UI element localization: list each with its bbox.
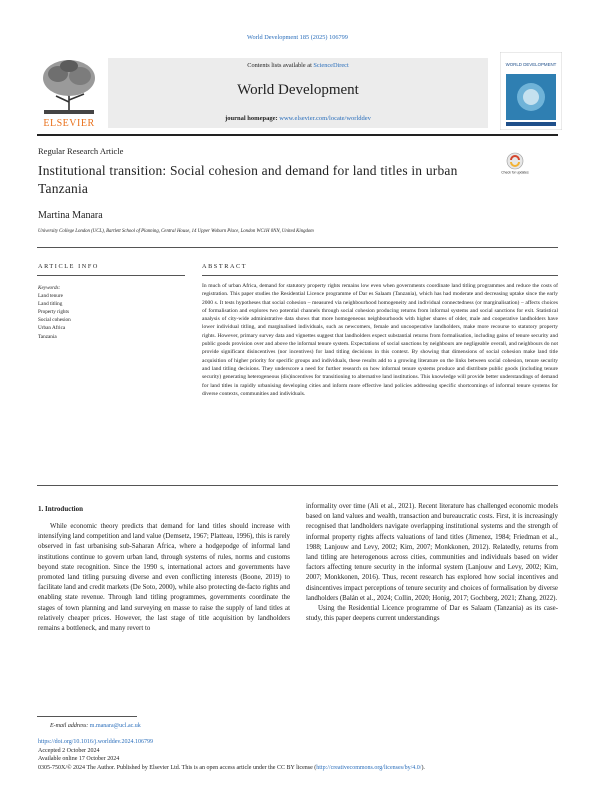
elsevier-logo <box>38 56 100 128</box>
license-link[interactable]: http://creativecommons.org/licenses/by/4.0/ <box>316 764 422 771</box>
homepage-line <box>108 115 488 122</box>
journal-title: World Development <box>237 82 359 98</box>
keyword-item: Tanzania <box>38 333 57 340</box>
article-info-rule <box>37 275 185 276</box>
footnote-rule <box>37 716 137 717</box>
publication-info <box>38 738 425 772</box>
intro-paragraph: While economic theory predicts that demand for land titles should increase with intensifying land competition and land value (Demsetz, 1967; Platteau, 1996), this is rarely observed in fast urbanising sub-Saharan Africa, where a hodgepodge of informal land institutions continue to govern urban land, through systems of rules, norms and customs beyond state recognition. Since the 1990 s, international actors and governments have promoted land titling pursuing diverse and even conflicting interests (Boone, 2019) to facilitate land and credit markets (De Soto, 2000), while also protecting de-facto rights and enabling state revenue. Through land titling programmes, governments coordinate the stages of town planning and land surveying en masse to raise the supply of land titles at relatively cheaper prices. However, the last stage of title acquisition by landholders remains a bottleneck, and many revert to <box>38 523 290 633</box>
left-column <box>38 522 290 634</box>
intro-paragraph: Using the Residential Licence programme of Dar es Salaam (Tanzania) as its case-study, this paper deepens current understandings <box>306 605 558 623</box>
author-affiliation: University College London (UCL), Bartlett School of Planning, Central House, 14 Upper Woburn Place, London WC1H 0NN, United Kingdom <box>38 229 314 234</box>
email-link[interactable]: m.manara@ucl.ac.uk <box>89 723 141 729</box>
section-heading-introduction: 1. Introduction <box>38 505 83 513</box>
sciencedirect-link[interactable]: ScienceDirect <box>313 62 349 69</box>
keywords-label: Keywords: <box>38 285 61 291</box>
article-info-heading: ARTICLE INFO <box>38 263 99 270</box>
article-title: Institutional transition: Social cohesion and demand for land titles in urban Tanzania <box>38 163 458 196</box>
contents-prefix: Contents lists available at <box>247 62 314 69</box>
author-name: Martina Manara <box>38 210 103 221</box>
doi-link[interactable]: https://doi.org/10.1016/j.worlddev.2024.106799 <box>38 739 153 745</box>
accepted-date: Accepted 2 October 2024 <box>38 747 100 754</box>
email-label: E-mail address: <box>50 723 90 729</box>
journal-cover-thumbnail <box>500 52 562 130</box>
online-date: Available online 17 October 2024 <box>38 756 120 762</box>
abstract-rule <box>202 275 558 276</box>
homepage-prefix: journal homepage: <box>225 115 280 122</box>
keywords-list <box>38 284 71 341</box>
header-divider <box>37 134 558 136</box>
meta-divider <box>37 247 558 248</box>
article-type: Regular Research Article <box>38 146 124 156</box>
keyword-item: Property rights <box>38 309 69 316</box>
keyword-item: Social cohesion <box>38 317 71 324</box>
license-end: ). <box>421 764 425 771</box>
right-column <box>306 502 558 624</box>
keyword-item: Land titling <box>38 301 63 308</box>
keyword-item: Urban Africa <box>38 325 66 332</box>
email-footnote <box>50 722 141 731</box>
abstract-text: In much of urban Africa, demand for statutory property rights remains low even when governments coordinate land titling programmes and reduce the costs of registration. This paper studies the Residential Licence programme of Dar es Salaam (Tanzania), which has had moderate and decreasing uptake since the early 2000 s. It tests hypotheses that social cohesion – measured via neighbourhood homogeneity and individual connectedness (or marginalisation) – affects choices of formalisation and explores two potential channels through social cohesion producing returns from informal systems and social sanctions for exit. Statistical analysis of city-wide administrative data shows that more homogeneous neighbourhoods with higher shares of older, male and cooperative landholders have lower individual titling, and marginalised individuals, such as newcomers, female and uncooperative landholders, make more recourse to statutory property rights. However, primary survey data and vignettes suggest that landholders expect substantial returns from formalisation, including gains of tenure security and public goods provision over and above the informal tenure system. Expectations of social sanctions by neighbours are negligeable overall, and neighbours do not provide significant disincentives (nor incentives) for land titling decisions in this context. By showing that dimensions of social cohesion make land title acquisition of higher priority for specific groups and individuals, these results add to a growing literature on the links between social cohesion, tenure security and land titling decisions. They underscore a need for further research on how informal tenure systems produce and distribute public goods (including tenure security) generating heterogeneous (dis)incentives for transitioning to alternative land institutions. This knowledge will provide better understandings of demand for land titles in rapidly urbanising developing cities and inform more effective land policies addressing specific shortcomings of informal tenure systems for diverse contexts, communities and individuals. <box>202 283 558 397</box>
check-updates-text: Check for updates <box>501 170 529 175</box>
abstract-bottom-rule <box>37 485 558 486</box>
abstract-heading: ABSTRACT <box>202 263 248 270</box>
license-line <box>38 764 425 773</box>
homepage-link[interactable]: www.elsevier.com/locate/worlddev <box>279 115 371 122</box>
intro-paragraph: informality over time (Ali et al., 2021). Recent literature has challenged economic models based on land values and wealth, transaction and bureaucratic costs. First, it is increasingly recognised that landholders navigate overlapping institutional systems and the strength of informal property rights affects valuations of land titles (Jimenez, 1984; Friedman et al., 1988; Lanjouw and Levy, 2002; Kim, 2007; Monkkonen, 2012). Relatedly, returns from land titling are heterogenous across cities, communities and individuals based on wider factors affecting tenure security in the informal system (Lanjouw and Levy, 2002; Kim, 2007; Monkkonen, 2016). Thus, recent research has explored how social incentives and disincentives impact perceptions of tenure security and choices of formalisation by diverse landholders (Balán et al., 2024; Collin, 2020; Honig, 2017; Gochberg, 2021; Zhang, 2022). <box>306 503 558 602</box>
license-text: 0305-750X/© 2024 The Author. Published by Elsevier Ltd. This is an open access article under the CC BY license ( <box>38 764 317 771</box>
keyword-item: Land tenure <box>38 293 63 300</box>
check-for-updates-badge[interactable] <box>500 150 530 180</box>
elsevier-wordmark: ELSEVIER <box>43 118 95 128</box>
journal-reference[interactable]: World Development 185 (2025) 106799 <box>247 34 348 41</box>
contents-line <box>108 62 488 69</box>
cover-title: WORLD DEVELOPMENT <box>505 62 557 67</box>
